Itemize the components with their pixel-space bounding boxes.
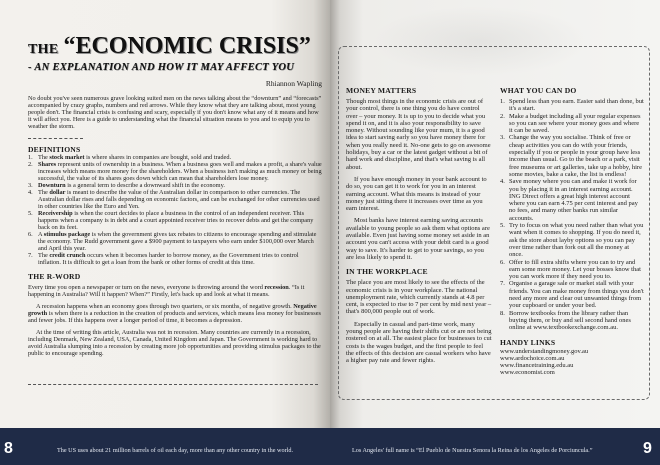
definition-term: Downturn: [38, 182, 66, 189]
tip-text: Offer to fill extra shifts where you can to try and earn some more money. Let your bosses know that you can work more if they need you to.: [509, 258, 641, 281]
definition-text: [38, 182, 322, 189]
definition-body: is a general term to describe a downward shift in the economy.: [65, 182, 225, 189]
tip-item: [500, 134, 644, 178]
dashed-bottom-rule: [28, 384, 318, 385]
definition-term: stock market: [49, 154, 85, 161]
tip-item: [500, 113, 644, 135]
title-word-economic: ECONOMIC: [75, 33, 213, 59]
right-page: [330, 0, 660, 430]
paragraph-term: recession: [264, 284, 289, 291]
definition-pre: A: [38, 231, 44, 238]
definition-pre: The: [38, 252, 50, 259]
workplace-heading: IN THE WORKPLACE: [346, 267, 428, 277]
definition-body: is meant to describe the value of the Australian dollar in comparison to other currencies. The Australian dollar rises and falls depending on economic factors, and can be exchanged for other currencies used in other countries like the Euro and Yen.: [38, 189, 320, 210]
definition-item: [28, 182, 322, 189]
money-column: [346, 86, 492, 365]
link-text: www.understandingmoney.gov.au: [500, 347, 589, 355]
handy-links-heading: HANDY LINKS: [500, 337, 556, 347]
tip-item: [500, 259, 644, 281]
link-text: www.financetraining.edu.au: [500, 362, 574, 370]
definition-text: [38, 231, 322, 252]
tip-text: Organise a garage sale or market stall with your friends. You can make money from things you don't need any more and clear out unwanted things from your cupboard or under your bed.: [509, 280, 644, 310]
item-number: 4.: [500, 178, 505, 186]
money-matters-paragraph: If you have enough money in your bank account to do so, you can get it to work for you in an interest earning account. What this means is instead of your money just sitting there it increases over time as you earn interest.: [346, 175, 487, 213]
tips-column: [500, 86, 644, 377]
definition-term: Shares: [38, 161, 57, 168]
item-number: 7.: [500, 280, 505, 288]
definition-text: [38, 161, 322, 182]
definition-body: is when the court decides to place a business in the control of an independent receiver. This happens when a company is in debt and a court appointed receiver tries to recover debts and get the company back on its feet.: [38, 210, 314, 231]
title-open-quote: “: [63, 33, 76, 59]
link-text: www.economist.com: [500, 369, 555, 377]
definition-item: [28, 161, 322, 182]
item-number: 3.: [28, 182, 33, 189]
definition-item: [28, 210, 322, 231]
title-word-crisis: CRISIS: [218, 33, 299, 59]
tip-item: [500, 222, 644, 258]
definition-body: occurs when it becomes harder to borrow money, as the Government tries to control inflation. It is difficult to get a loan from the bank or other forms of credit at this time.: [38, 252, 299, 266]
author-byline: Rhiannon Wapling: [265, 79, 322, 88]
left-article-body: [28, 95, 322, 357]
definition-term: Receivership: [38, 210, 73, 217]
definition-text: [38, 154, 322, 161]
title-close-quote: ”: [298, 33, 311, 59]
workplace-paragraph: The place you are most likely to see the effects of the economic crisis is in your workplace. The national unemployment rate, which currently stands at 4.8 per cent, is expected to rise to 7 per cent by mid next year – that's 800,000 people out of work.: [346, 279, 492, 316]
definitions-heading: DEFINITIONS: [28, 145, 81, 154]
link-text: www.ardochoice.com.au: [500, 354, 565, 362]
handy-links-list: [500, 348, 644, 377]
left-page: [0, 0, 330, 430]
item-number: 2.: [28, 161, 33, 168]
title-the: THE: [28, 42, 59, 57]
item-number: 3.: [500, 134, 505, 142]
definitions-list: [28, 154, 322, 266]
item-number: 1.: [28, 154, 33, 161]
item-number: 6.: [500, 258, 505, 266]
item-number: 1.: [500, 98, 505, 105]
intro-paragraph: No doubt you've seen numerous grave looking suited men on the news talking about the “downturn” and “forecasts” accompanied by crazy graphs, numbers and red arrows. While they know what they are talking about, most young people don't. The financial crisis is confusing and scary, especially if you don't know what any of it means and how it will affect you. Here is a guide to understanding what the financial situation means to you and to equip you to weather the storm.: [28, 95, 322, 130]
item-number: 2.: [500, 112, 505, 120]
item-number: 8.: [500, 309, 505, 317]
definition-body: represent units of ownership in a business. When a business goes well and makes a profit, a share's value increases which means more money for the shareholders. When a business isn't making as much money or being successful, the value of its shares goes down which can mean that shareholders lose money.: [38, 161, 322, 182]
tip-item: [500, 280, 644, 309]
article-subtitle: - AN EXPLANATION AND HOW IT MAY AFFECT YOU: [28, 62, 295, 73]
article-title: [28, 32, 311, 64]
item-number: 5.: [28, 210, 33, 217]
r-word-paragraph: [28, 284, 322, 298]
r-word-paragraph: [28, 329, 322, 357]
definition-item: [28, 189, 322, 210]
definition-item: [28, 231, 322, 252]
page-number-right: 9: [643, 440, 652, 457]
money-matters-paragraph: Though most things in the economic crisis are out of your control, there is one thing you do have control over – your money. It is up to you to decide what you spend it on, and it is also your responsibility to save money. Without sounding like your mum, it is a good idea to start saving early so you have money there for when you really need it. No-one gets to go on awesome holidays, buy a car or the latest gadget without a bit of hard work and discipline, and that's what saving is all about.: [346, 98, 491, 171]
tip-text: Spend less than you earn. Easier said than done, but it's a start.: [509, 98, 644, 113]
paragraph-text: . “Is it happening in Australia? Will it happen? When?” Firstly, let's back up and look at what it means.: [28, 284, 305, 298]
page-number-left: 8: [4, 440, 13, 457]
definition-text: [38, 252, 322, 266]
paragraph-term: Negative growth: [28, 303, 317, 317]
item-number: 5.: [500, 222, 505, 230]
definition-term: credit crunch: [49, 252, 86, 259]
tips-list: [500, 98, 644, 332]
money-matters-paragraph: Most banks have interest earning saving accounts available to young people so ask them what options are available. Even just having some money set aside in an account you can't access with your debit card is a good way to save. It's harder to get to your savings, so you are less likely to spend it.: [346, 217, 490, 261]
footer-fact-left: The US uses about 21 million barrels of oil each day, more than any other country in the world.: [56, 447, 294, 454]
workplace-paragraph: Especially in casual and part-time work, many young people are having their shifts cut or are not being rostered on at all. The easiest place for businesses to cut costs is the wages budget, and the first people to feel the effects of this decision are casual workers who have a higher pay rate and fewer rights.: [346, 320, 492, 365]
r-word-heading: THE R-WORD: [28, 272, 81, 281]
tip-item: [500, 98, 644, 113]
tip-text: Borrow textbooks from the library rather than buying them, or buy and sell second hand ones online at www.textbookexchange.com.au.: [509, 309, 631, 332]
tip-item: [500, 178, 644, 222]
definition-term: dollar: [49, 189, 66, 196]
definition-pre: The: [38, 154, 50, 161]
definition-pre: The: [38, 189, 50, 196]
definition-text: [38, 210, 322, 231]
footer-fact-right: Los Angeles' full name is “El Pueblo de Nuestra Senora la Reina de los Angeles de Porciuncula.”: [352, 447, 593, 454]
tip-item: [500, 310, 644, 332]
definition-item: [28, 154, 322, 161]
definition-text: [38, 189, 322, 210]
r-word-paragraph: [28, 303, 322, 324]
item-number: 4.: [28, 189, 33, 196]
definition-body: is when the government gives tax rebates to citizens to encourage spending and stimulate the economy. The Rudd government gave a $900 payment to taxpayers who earn under $100,000 over March and April this year.: [38, 231, 317, 252]
tip-text: Change the way you socialise. Think of free or cheap activities you can do with your friends, especially if you or people in your group have less income than usual. Go to the beach or a park, visit free museums or art galleries, take up a hobby, hire some movies, bake a cake, the list is endless!: [509, 134, 642, 178]
paragraph-text: is when there is a reduction in the creation of products and services, which means less money for businesses and fewer jobs. If this happens over a longer period of time, it becomes a depression.: [28, 310, 321, 324]
paragraph-text: Every time you open a newspaper or turn on the news, everyone is throwing around the word: [28, 284, 265, 291]
tip-text: Try to focus on what you need rather than what you want when it comes to shopping. If you do need it, ask the store about layby options so you can pay over time rather than fork out all the money at once.: [509, 222, 644, 259]
paragraph-text: At the time of writing this article, Australia was not in recession. Many countries are currently in a recession, including Denmark, New Zealand, USA, Canada, United Kingdom and Japan. The Government is working hard to avoid Australia slumping into a recession by creating more job opportunities and providing stimulus packages to the public to encourage spending.: [28, 329, 321, 357]
tip-text: Make a budget including all your regular expenses so you can see where your money goes and where it can be saved.: [509, 112, 641, 135]
dashed-divider: [28, 138, 83, 139]
money-matters-heading: MONEY MATTERS: [346, 86, 417, 95]
definition-item: [28, 252, 322, 266]
what-you-can-do-heading: WHAT YOU CAN DO: [500, 86, 577, 95]
definition-body: is where shares in companies are bought, sold and traded.: [84, 154, 232, 161]
item-number: 6.: [28, 231, 33, 238]
paragraph-text: A recession happens when an economy goes through two quarters, or six months, of negative growth.: [36, 303, 294, 310]
tip-text: Save money where you can and make it work for you by placing it in an interest earning account. ING Direct offers a great high interest account where you can earn 4.75 per cent interest and pay no fees, and many other banks run similar accounts.: [509, 178, 638, 222]
definition-term: stimulus package: [43, 231, 91, 238]
item-number: 7.: [28, 252, 33, 259]
